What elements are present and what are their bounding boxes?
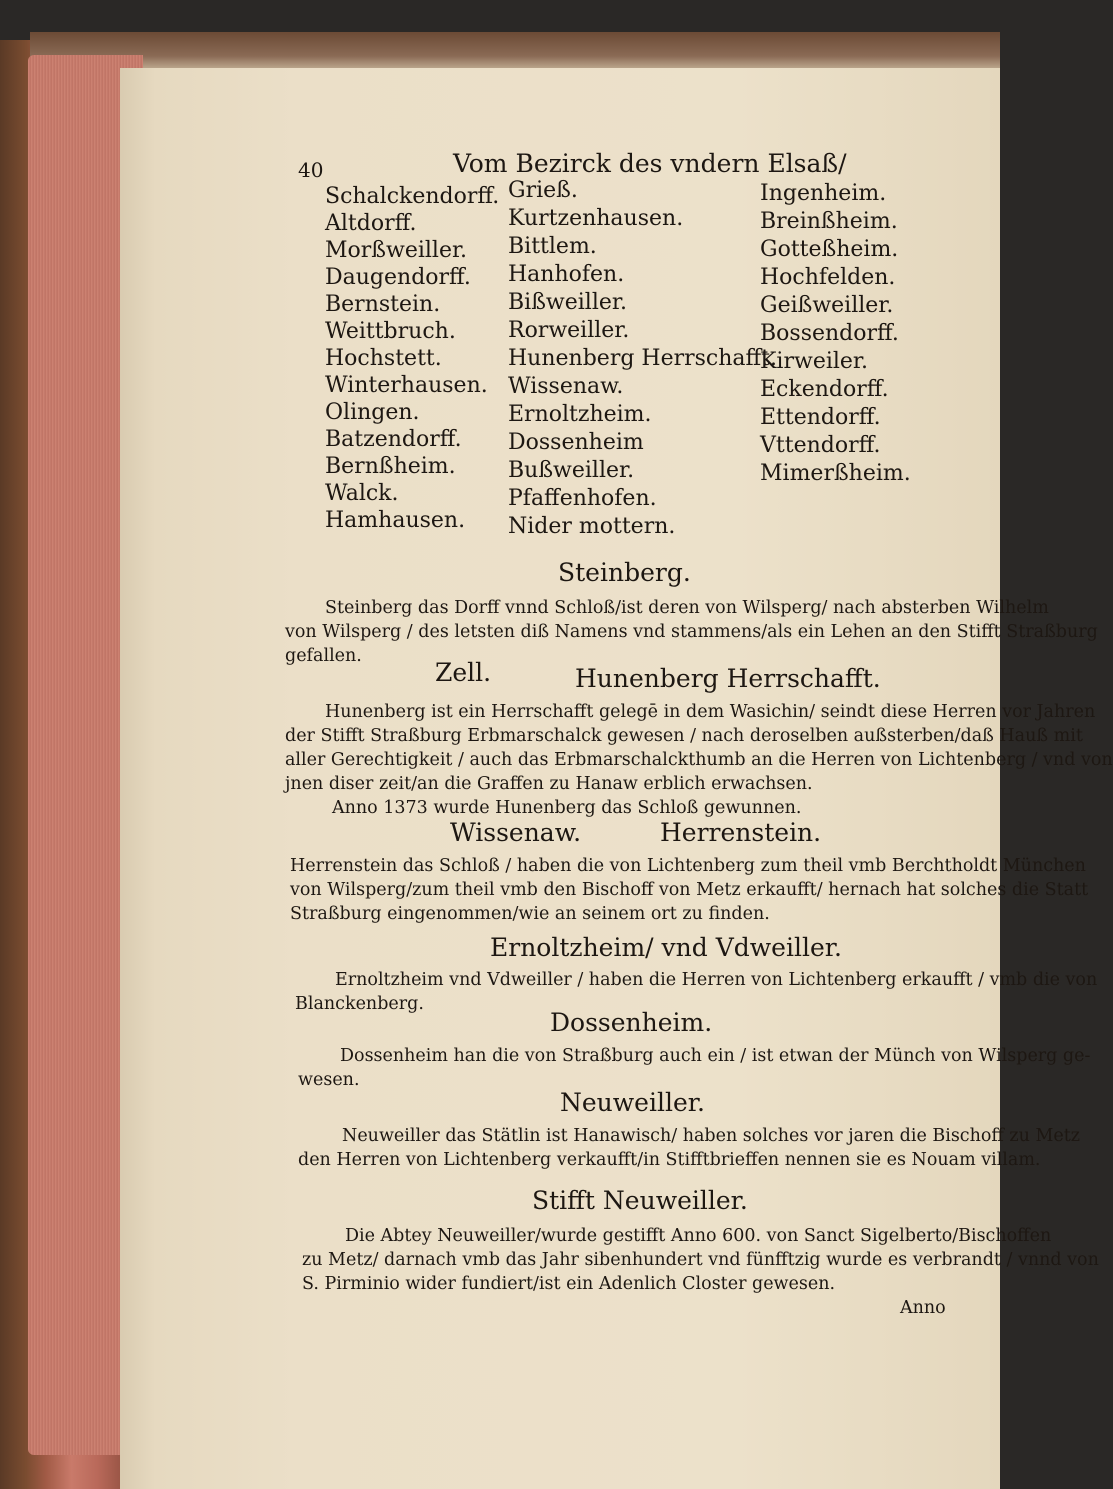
list-item: Hunenberg Herrschafft.: [508, 346, 778, 371]
list-item: Morßweiller.: [325, 238, 468, 263]
paragraph-line: Die Abtey Neuweiller/wurde gestifft Anno 600. von Sanct Sigelberto/Bischoffen: [345, 1226, 1052, 1246]
paragraph-line: Neuweiller das Stätlin ist Hanawisch/ haben solches vor jaren die Bischoff zu Metz: [342, 1126, 1080, 1146]
paragraph-line: Anno 1373 wurde Hunenberg das Schloß gewunnen.: [332, 798, 802, 818]
list-item: Kurtzenhausen.: [508, 206, 684, 231]
paragraph-line: von Wilsperg / des letsten diß Namens vnd stammens/als ein Lehen an den Stifft Straßburg: [285, 622, 1098, 642]
section-heading-dossenheim: Dossenheim.: [550, 1008, 713, 1037]
list-item: Eckendorff.: [760, 377, 889, 402]
list-item: Wissenaw.: [508, 374, 624, 399]
list-item: Kirweiler.: [760, 349, 869, 374]
running-head: Vom Bezirck des vndern Elsaß/: [453, 149, 847, 178]
section-heading-herrenstein: Herrenstein.: [660, 818, 822, 847]
list-item: Geißweiller.: [760, 293, 894, 318]
list-item: Nider mottern.: [508, 514, 676, 539]
list-item: Winterhausen.: [325, 373, 488, 398]
paragraph-line: Ernoltzheim vnd Vdweiller / haben die Herren von Lichtenberg erkaufft / vmb die von: [335, 970, 1098, 990]
paragraph-line: Hunenberg ist ein Herrschafft gelegē in dem Wasichin/ seindt diese Herren vor Jahren: [325, 702, 1096, 722]
list-item: Hochstett.: [325, 346, 442, 371]
list-item: Hamhausen.: [325, 508, 466, 533]
catchword: Anno: [900, 1298, 946, 1318]
paragraph-line: wesen.: [298, 1070, 360, 1090]
paragraph-line: von Wilsperg/zum theil vmb den Bischoff von Metz erkaufft/ hernach hat solches die Statt: [290, 880, 1089, 900]
list-item: Rorweiller.: [508, 318, 630, 343]
paragraph-line: der Stifft Straßburg Erbmarschalck gewesen / nach deroselben außsterben/daß Hauß mit: [285, 726, 1083, 746]
paragraph-line: S. Pirminio wider fundiert/ist ein Adenlich Closter gewesen.: [302, 1274, 836, 1294]
list-item: Gotteßheim.: [760, 237, 899, 262]
section-heading-stifft-neuweiller: Stifft Neuweiller.: [532, 1186, 748, 1215]
list-item: Bußweiller.: [508, 458, 635, 483]
list-item: Ettendorff.: [760, 405, 881, 430]
list-item: Olingen.: [325, 400, 420, 425]
list-item: Schalckendorff.: [325, 184, 500, 209]
list-item: Ernoltzheim.: [508, 402, 652, 427]
list-item: Altdorff.: [325, 211, 417, 236]
list-item: Vttendorff.: [760, 433, 881, 458]
paragraph-line: Blanckenberg.: [295, 994, 424, 1014]
section-heading-hunenberg: Hunenberg Herrschafft.: [575, 664, 881, 693]
section-heading-neuweiller: Neuweiller.: [560, 1088, 705, 1117]
paragraph-line: Herrenstein das Schloß / haben die von Lichtenberg zum theil vmb Berchtholdt München: [290, 856, 1086, 876]
margin-heading-zell: Zell.: [435, 658, 492, 687]
list-item: Walck.: [325, 481, 399, 506]
list-item: Hochfelden.: [760, 265, 896, 290]
book-page: [120, 68, 1113, 1489]
list-item: Bißweiller.: [508, 290, 627, 315]
list-item: Mimerßheim.: [760, 461, 911, 486]
list-item: Ingenheim.: [760, 181, 887, 206]
list-item: Grieß.: [508, 178, 578, 203]
paragraph-line: Dossenheim han die von Straßburg auch ein / ist etwan der Münch von Wilsperg ge-: [340, 1046, 1091, 1066]
paragraph-line: gefallen.: [285, 646, 362, 666]
list-item: Breinßheim.: [760, 209, 898, 234]
section-heading-steinberg: Steinberg.: [558, 558, 691, 587]
list-item: Dossenheim: [508, 430, 644, 455]
paragraph-line: Straßburg eingenommen/wie an seinem ort zu finden.: [290, 904, 770, 924]
page-number: 40: [298, 158, 324, 182]
paragraph-line: jnen diser zeit/an die Graffen zu Hanaw erblich erwachsen.: [285, 774, 813, 794]
list-item: Bossendorff.: [760, 321, 899, 346]
list-item: Weittbruch.: [325, 319, 456, 344]
list-item: Batzendorff.: [325, 427, 462, 452]
list-item: Bernstein.: [325, 292, 441, 317]
list-item: Daugendorff.: [325, 265, 471, 290]
margin-heading-wissenaw: Wissenaw.: [450, 818, 582, 847]
list-item: Pfaffenhofen.: [508, 486, 657, 511]
book-top-edge: [30, 32, 1000, 72]
paragraph-line: Steinberg das Dorff vnnd Schloß/ist deren von Wilsperg/ nach absterben Wilhelm: [325, 598, 1049, 618]
paragraph-line: den Herren von Lichtenberg verkaufft/in Stifftbrieffen nennen sie es Nouam villam.: [298, 1150, 1041, 1170]
section-heading-ernoltzheim: Ernoltzheim/ vnd Vdweiller.: [490, 933, 842, 962]
paragraph-line: aller Gerechtigkeit / auch das Erbmarschalckthumb an die Herren von Lichtenberg / vnd von: [285, 750, 1113, 770]
list-item: Hanhofen.: [508, 262, 625, 287]
list-item: Bittlem.: [508, 234, 597, 259]
list-item: Bernßheim.: [325, 454, 456, 479]
paragraph-line: zu Metz/ darnach vmb das Jahr sibenhundert vnd fünfftzig wurde es verbrandt / vnnd von: [302, 1250, 1099, 1270]
